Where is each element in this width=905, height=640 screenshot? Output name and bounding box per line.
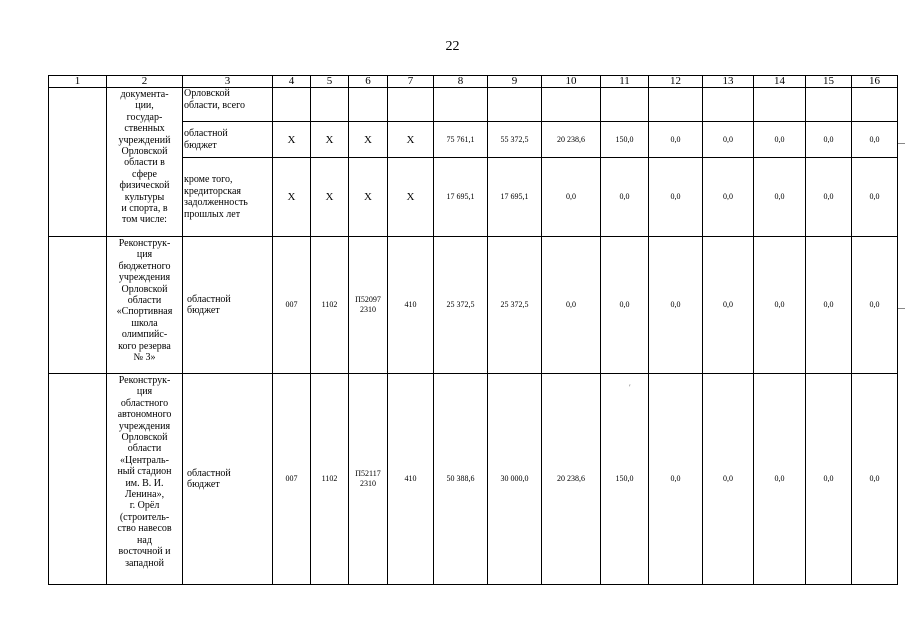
cell: 0,0: [601, 237, 649, 374]
cell: 0,0: [703, 237, 754, 374]
cell: 17 695,1: [434, 158, 488, 237]
cell: [601, 88, 649, 122]
column-number: 8: [434, 76, 488, 88]
cell: 0,0: [703, 122, 754, 158]
cell: 0,0: [754, 374, 806, 585]
column-number: 14: [754, 76, 806, 88]
cell: 25 372,5: [488, 237, 542, 374]
cell: 0,0: [754, 237, 806, 374]
edge-mark: [898, 308, 905, 309]
funding-source: кроме того, кредиторская задолженность прошлых лет: [183, 158, 273, 237]
funding-source: областной бюджет: [183, 122, 273, 158]
column-number: 12: [649, 76, 703, 88]
cell: Х: [388, 158, 434, 237]
empty-cell: [49, 237, 107, 374]
cell: 410: [388, 237, 434, 374]
column-number-header-row: [49, 76, 898, 88]
cell: 20 238,6: [542, 122, 601, 158]
column-number: 16: [852, 76, 898, 88]
cell: 0,0: [703, 158, 754, 237]
cell: 410: [388, 374, 434, 585]
cell: П52097 2310: [349, 237, 388, 374]
funding-source: Орловской области, всего: [183, 88, 273, 122]
cell: 0,0: [852, 374, 898, 585]
item-name: Реконструк- ция областного автономного учреждения Орловской области «Централь- ный стадион им. В. И. Ленина», г. Орёл (строитель- ство навесов над восточной и западной: [107, 374, 183, 585]
cell: [754, 88, 806, 122]
cell: [488, 88, 542, 122]
column-number: 5: [311, 76, 349, 88]
page-number: 22: [445, 39, 460, 54]
column-number: 15: [806, 76, 852, 88]
cell: 0,0: [542, 237, 601, 374]
column-number: 7: [388, 76, 434, 88]
cell: 0,0: [649, 374, 703, 585]
table-row: [49, 374, 898, 585]
cell: 0,0: [703, 374, 754, 585]
cell: 007: [273, 237, 311, 374]
column-number: 9: [488, 76, 542, 88]
item-name: документа- ции, государ- ственных учреждений Орловской области в сфере физической культуры и спорта, в том числе:: [107, 88, 183, 237]
cell: 0,0: [649, 122, 703, 158]
column-number: 11: [601, 76, 649, 88]
cell: 0,0: [754, 158, 806, 237]
cell: 0,0: [754, 122, 806, 158]
scan-mark: ′: [629, 383, 631, 392]
cell: 150,0: [601, 122, 649, 158]
cell: 17 695,1: [488, 158, 542, 237]
table-row: [49, 88, 898, 122]
column-number: 4: [273, 76, 311, 88]
column-number: 6: [349, 76, 388, 88]
cell: [703, 88, 754, 122]
cell: [349, 88, 388, 122]
cell: 0,0: [852, 158, 898, 237]
cell: 007: [273, 374, 311, 585]
column-number: 3: [183, 76, 273, 88]
cell: 0,0: [806, 374, 852, 585]
cell: [542, 88, 601, 122]
table-row: [49, 237, 898, 374]
cell: [273, 88, 311, 122]
cell: Х: [311, 158, 349, 237]
cell: [311, 88, 349, 122]
cell: 0,0: [852, 122, 898, 158]
budget-table: [48, 75, 898, 585]
edge-mark: [898, 143, 905, 144]
cell: 0,0: [852, 237, 898, 374]
cell: 0,0: [601, 158, 649, 237]
cell: 0,0: [542, 158, 601, 237]
cell: Х: [349, 122, 388, 158]
cell: 150,0: [601, 374, 649, 585]
column-number: 13: [703, 76, 754, 88]
cell: П52117 2310: [349, 374, 388, 585]
cell: Х: [273, 122, 311, 158]
cell: 0,0: [806, 158, 852, 237]
cell: [649, 88, 703, 122]
cell: 0,0: [649, 237, 703, 374]
cell: Х: [273, 158, 311, 237]
empty-cell: [49, 374, 107, 585]
column-number: 10: [542, 76, 601, 88]
cell: 0,0: [806, 237, 852, 374]
cell: 0,0: [649, 158, 703, 237]
column-number: 2: [107, 76, 183, 88]
cell: 55 372,5: [488, 122, 542, 158]
cell: 50 388,6: [434, 374, 488, 585]
cell: 25 372,5: [434, 237, 488, 374]
cell: [434, 88, 488, 122]
cell: 1102: [311, 237, 349, 374]
empty-cell: [49, 88, 107, 237]
cell: [806, 88, 852, 122]
item-name: Реконструк- ция бюджетного учреждения Орловской области «Спортивная школа олимпийс- кого резерва № 3»: [107, 237, 183, 374]
cell: 20 238,6: [542, 374, 601, 585]
cell: [852, 88, 898, 122]
funding-source: областной бюджет: [183, 374, 273, 585]
cell: Х: [349, 158, 388, 237]
funding-source: областной бюджет: [183, 237, 273, 374]
cell: [388, 88, 434, 122]
cell: 30 000,0: [488, 374, 542, 585]
cell: Х: [311, 122, 349, 158]
cell: 0,0: [806, 122, 852, 158]
cell: 75 761,1: [434, 122, 488, 158]
cell: Х: [388, 122, 434, 158]
cell: 1102: [311, 374, 349, 585]
column-number: 1: [49, 76, 107, 88]
